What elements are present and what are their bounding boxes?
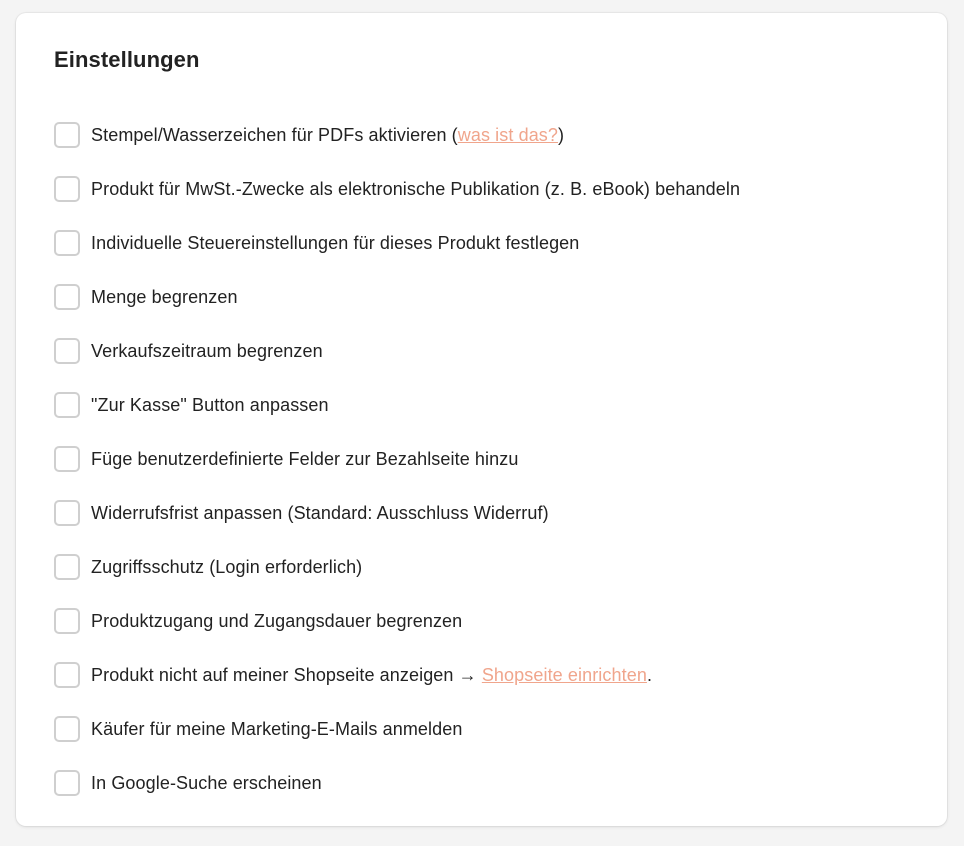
setting-label: Käufer für meine Marketing-E-Mails anmelden <box>91 718 463 739</box>
checkbox[interactable] <box>54 230 80 256</box>
setting-label: Widerrufsfrist anpassen (Standard: Ausschluss Widerruf) <box>91 502 549 523</box>
settings-title: Einstellungen <box>54 47 200 72</box>
setting-google-search[interactable] <box>54 756 740 810</box>
setting-label: Individuelle Steuereinstellungen für dieses Produkt festlegen <box>91 232 580 253</box>
checkbox[interactable] <box>54 446 80 472</box>
settings-card <box>16 13 947 826</box>
checkbox[interactable] <box>54 176 80 202</box>
checkbox[interactable] <box>54 338 80 364</box>
setting-ebook-vat[interactable] <box>54 162 740 216</box>
checkbox[interactable] <box>54 662 80 688</box>
setting-hide-from-shop[interactable] <box>54 648 740 702</box>
setting-label: Produkt für MwSt.-Zwecke als elektronische Publikation (z. B. eBook) behandeln <box>91 178 741 199</box>
checkbox[interactable] <box>54 608 80 634</box>
setting-custom-fields[interactable] <box>54 432 740 486</box>
setting-custom-tax[interactable] <box>54 216 740 270</box>
setting-label: Stempel/Wasserzeichen für PDFs aktivieren (was ist das?) <box>91 124 565 145</box>
setting-marketing-emails[interactable] <box>54 702 740 756</box>
setting-withdrawal-period[interactable] <box>54 486 740 540</box>
setting-limit-sale-period[interactable] <box>54 324 740 378</box>
checkbox[interactable] <box>54 770 80 796</box>
setting-pdf-watermark[interactable] <box>54 108 740 162</box>
checkbox[interactable] <box>54 716 80 742</box>
setting-label: Füge benutzerdefinierte Felder zur Bezahlseite hinzu <box>91 448 519 469</box>
setting-access-duration[interactable] <box>54 594 740 648</box>
checkbox[interactable] <box>54 122 80 148</box>
setup-shop-link[interactable]: Shopseite einrichten <box>481 664 647 685</box>
setting-access-protection[interactable] <box>54 540 740 594</box>
setting-label: "Zur Kasse" Button anpassen <box>91 394 329 415</box>
checkbox[interactable] <box>54 554 80 580</box>
setting-label: Produktzugang und Zugangsdauer begrenzen <box>91 610 463 631</box>
setting-label: Menge begrenzen <box>91 286 238 307</box>
setting-label: Zugriffsschutz (Login erforderlich) <box>91 556 363 577</box>
setting-checkout-button[interactable] <box>54 378 740 432</box>
settings-list <box>54 108 740 810</box>
setting-limit-quantity[interactable] <box>54 270 740 324</box>
what-is-this-link[interactable]: was ist das? <box>457 124 559 145</box>
setting-label: In Google-Suche erscheinen <box>91 772 322 793</box>
setting-label: Produkt nicht auf meiner Shopseite anzeigen → Shopseite einrichten. <box>91 664 653 685</box>
checkbox[interactable] <box>54 284 80 310</box>
checkbox[interactable] <box>54 500 80 526</box>
setting-label: Verkaufszeitraum begrenzen <box>91 340 323 361</box>
checkbox[interactable] <box>54 392 80 418</box>
